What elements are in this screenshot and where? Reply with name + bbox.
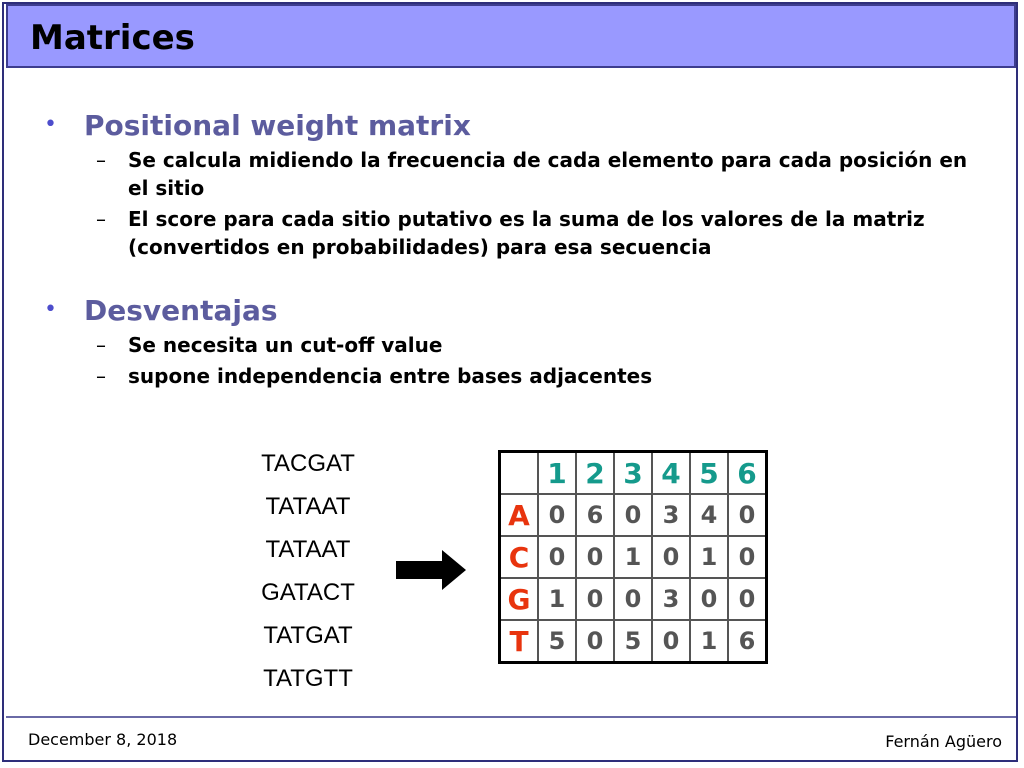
matrix-cell: 6 <box>728 620 767 663</box>
matrix-cell: 1 <box>690 620 728 663</box>
dash-icon: – <box>96 148 106 172</box>
bullet-dot-icon: • <box>44 112 57 137</box>
matrix-cell: 3 <box>652 494 690 536</box>
sequence: TATAAT <box>265 493 351 520</box>
matrix-cell: 0 <box>576 578 614 620</box>
matrix-cell: 6 <box>576 494 614 536</box>
right-arrow-icon <box>396 548 468 592</box>
footer-date: December 8, 2018 <box>28 730 178 749</box>
sub-list <box>84 331 984 390</box>
matrix-cell: 0 <box>614 578 652 620</box>
sub-item <box>84 331 984 359</box>
footer-author: Fernán Agüero <box>885 732 1002 751</box>
matrix-cell: 0 <box>576 620 614 663</box>
matrix-row-g <box>500 578 767 620</box>
dash-icon: – <box>96 333 106 357</box>
weight-matrix-table <box>498 450 768 664</box>
matrix-cell: 0 <box>728 536 767 578</box>
position-header: 5 <box>690 452 728 495</box>
bullet-dot-icon: • <box>44 297 57 322</box>
matrix-corner-cell <box>500 452 539 495</box>
bullet-desventajas <box>44 293 984 390</box>
dash-icon: – <box>96 207 106 231</box>
sub-item-text: El score para cada sitio putativo es la suma de los valores de la matriz (convertidos en probabilidades) para esa secuencia <box>128 207 925 259</box>
base-label: T <box>500 620 539 663</box>
sub-item-text: Se necesita un cut-off value <box>128 333 443 357</box>
bullet-heading: Desventajas <box>84 294 278 327</box>
footer-divider <box>6 716 1016 718</box>
position-header: 2 <box>576 452 614 495</box>
sequence: TACGAT <box>261 450 355 477</box>
sub-list <box>84 146 984 261</box>
matrix-cell: 4 <box>690 494 728 536</box>
sequence-list <box>240 444 376 702</box>
bullet-heading: Positional weight matrix <box>84 109 471 142</box>
sub-item-text: Se calcula midiendo la frecuencia de cada elemento para cada posición en el sitio <box>128 148 968 200</box>
matrix-cell: 0 <box>538 494 576 536</box>
matrix-cell: 0 <box>728 578 767 620</box>
matrix-row-a <box>500 494 767 536</box>
sub-item <box>84 205 984 261</box>
position-header: 4 <box>652 452 690 495</box>
matrix-cell: 1 <box>538 578 576 620</box>
matrix-cell: 0 <box>614 494 652 536</box>
matrix-cell: 5 <box>614 620 652 663</box>
matrix-cell: 0 <box>690 578 728 620</box>
slide-title: Matrices <box>30 18 195 58</box>
bullet-list <box>44 108 984 393</box>
matrix-cell: 0 <box>576 536 614 578</box>
matrix-cell: 0 <box>652 536 690 578</box>
matrix-row-c <box>500 536 767 578</box>
sequence: GATACT <box>261 579 355 606</box>
bullet-positional-weight-matrix <box>44 108 984 261</box>
sub-item <box>84 362 984 390</box>
sequence: TATGTT <box>263 665 353 692</box>
title-bar <box>6 4 1016 68</box>
position-header: 1 <box>538 452 576 495</box>
matrix-cell: 3 <box>652 578 690 620</box>
matrix-cell: 0 <box>728 494 767 536</box>
matrix-cell: 0 <box>652 620 690 663</box>
sub-item-text: supone independencia entre bases adjacentes <box>128 364 653 388</box>
dash-icon: – <box>96 364 106 388</box>
matrix-cell: 1 <box>690 536 728 578</box>
sequence: TATGAT <box>263 622 353 649</box>
matrix-row-t <box>500 620 767 663</box>
position-header: 3 <box>614 452 652 495</box>
matrix-cell: 5 <box>538 620 576 663</box>
matrix-header-row <box>500 452 767 495</box>
base-label: G <box>500 578 539 620</box>
base-label: A <box>500 494 539 536</box>
matrix-cell: 0 <box>538 536 576 578</box>
matrix-cell: 1 <box>614 536 652 578</box>
base-label: C <box>500 536 539 578</box>
position-header: 6 <box>728 452 767 495</box>
sequence: TATAAT <box>265 536 351 563</box>
sub-item <box>84 146 984 202</box>
